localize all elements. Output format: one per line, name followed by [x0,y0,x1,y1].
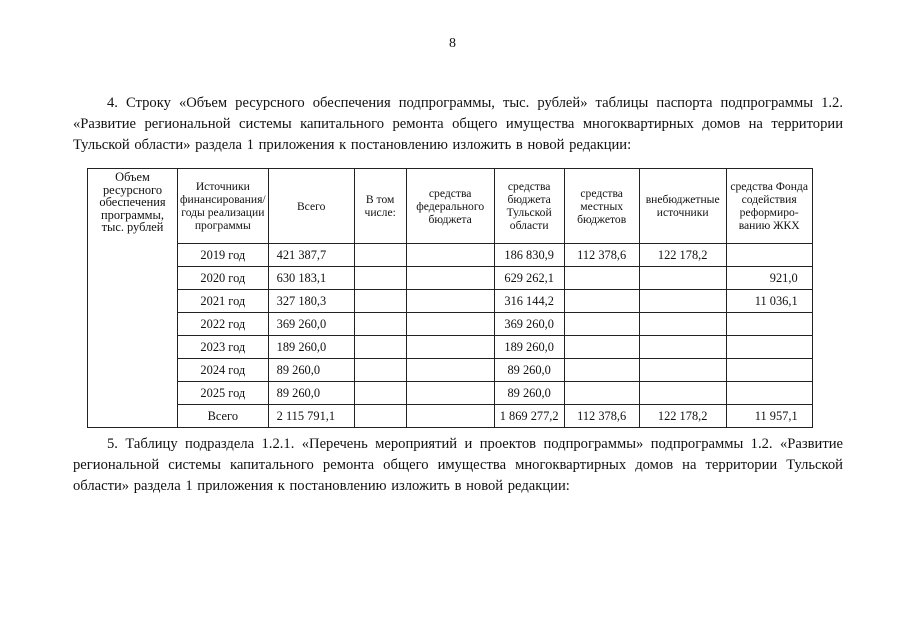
total-cell: 369 260,0 [268,313,354,336]
header-sources: Источники финансирования/ годы реализации программы [178,169,269,244]
extra-cell [639,290,726,313]
fund-cell [726,382,812,405]
extra-cell: 122 178,2 [639,405,726,428]
fund-cell [726,359,812,382]
local-cell [564,336,639,359]
federal-cell [406,382,494,405]
including-cell [354,290,406,313]
header-regional: средства бюджета Тульской области [494,169,564,244]
total-cell: 421 387,7 [268,244,354,267]
regional-cell: 89 260,0 [494,359,564,382]
extra-cell [639,267,726,290]
year-cell: 2025 год [178,382,269,405]
extra-cell [639,359,726,382]
federal-cell [406,405,494,428]
regional-cell: 189 260,0 [494,336,564,359]
local-cell [564,290,639,313]
header-total: Всего [268,169,354,244]
extra-cell [639,336,726,359]
including-cell [354,382,406,405]
regional-cell: 186 830,9 [494,244,564,267]
total-cell: 630 183,1 [268,267,354,290]
year-cell: 2019 год [178,244,269,267]
including-cell [354,336,406,359]
federal-cell [406,267,494,290]
regional-cell: 1 869 277,2 [494,405,564,428]
fund-cell: 11 036,1 [726,290,812,313]
federal-cell [406,313,494,336]
resource-table [87,168,813,428]
federal-cell [406,290,494,313]
local-cell: 112 378,6 [564,244,639,267]
regional-cell: 369 260,0 [494,313,564,336]
fund-cell [726,313,812,336]
extra-cell [639,313,726,336]
total-cell: 89 260,0 [268,359,354,382]
table-row [88,290,813,313]
header-extra: внебюджетные источники [639,169,726,244]
table-total-row [88,405,813,428]
local-cell [564,382,639,405]
including-cell [354,244,406,267]
extra-cell [639,382,726,405]
federal-cell [406,244,494,267]
year-cell: 2023 год [178,336,269,359]
table-body [88,169,813,428]
table-row [88,359,813,382]
header-fund: средства Фонда содействия реформиро-ванию ЖКХ [726,169,812,244]
header-including: В том числе: [354,169,406,244]
table-header-row [88,169,813,244]
fund-cell: 921,0 [726,267,812,290]
total-cell: 2 115 791,1 [268,405,354,428]
table-row [88,313,813,336]
total-cell: 89 260,0 [268,382,354,405]
including-cell [354,359,406,382]
paragraph-item-4: 4. Строку «Объем ресурсного обеспечения подпрограммы, тыс. рублей» таблицы паспорта подпрограммы 1.2. «Развитие региональной системы капитального ремонта общего имущества многоквартирных домов на территории Тульской области» раздела 1 приложения к постановлению изложить в новой редакции: [73,95,843,153]
local-cell [564,267,639,290]
local-cell [564,313,639,336]
fund-cell [726,244,812,267]
regional-cell: 629 262,1 [494,267,564,290]
including-cell [354,313,406,336]
header-federal: средства федерального бюджета [406,169,494,244]
local-cell [564,359,639,382]
year-cell: 2022 год [178,313,269,336]
regional-cell: 316 144,2 [494,290,564,313]
table-row [88,267,813,290]
fund-cell [726,336,812,359]
fund-cell: 11 957,1 [726,405,812,428]
page-number: 8 [449,36,456,51]
year-cell: 2021 год [178,290,269,313]
year-cell: 2020 год [178,267,269,290]
table-row [88,244,813,267]
federal-cell [406,359,494,382]
total-cell: 189 260,0 [268,336,354,359]
year-cell: Всего [178,405,269,428]
total-cell: 327 180,3 [268,290,354,313]
row-header-cell: Объем ресурсного обеспечения программы, тыс. рублей [88,169,178,428]
table-row [88,382,813,405]
including-cell [354,405,406,428]
including-cell [354,267,406,290]
regional-cell: 89 260,0 [494,382,564,405]
local-cell: 112 378,6 [564,405,639,428]
extra-cell: 122 178,2 [639,244,726,267]
table-row [88,336,813,359]
header-local: средства местных бюджетов [564,169,639,244]
federal-cell [406,336,494,359]
year-cell: 2024 год [178,359,269,382]
paragraph-item-5: 5. Таблицу подраздела 1.2.1. «Перечень мероприятий и проектов подпрограммы» подпрограммы 1.2. «Развитие региональной системы капитального ремонта общего имущества многоквартирных домов на территории Тульской области» раздела 1 приложения к постановлению изложить в новой редакции: [73,436,843,494]
